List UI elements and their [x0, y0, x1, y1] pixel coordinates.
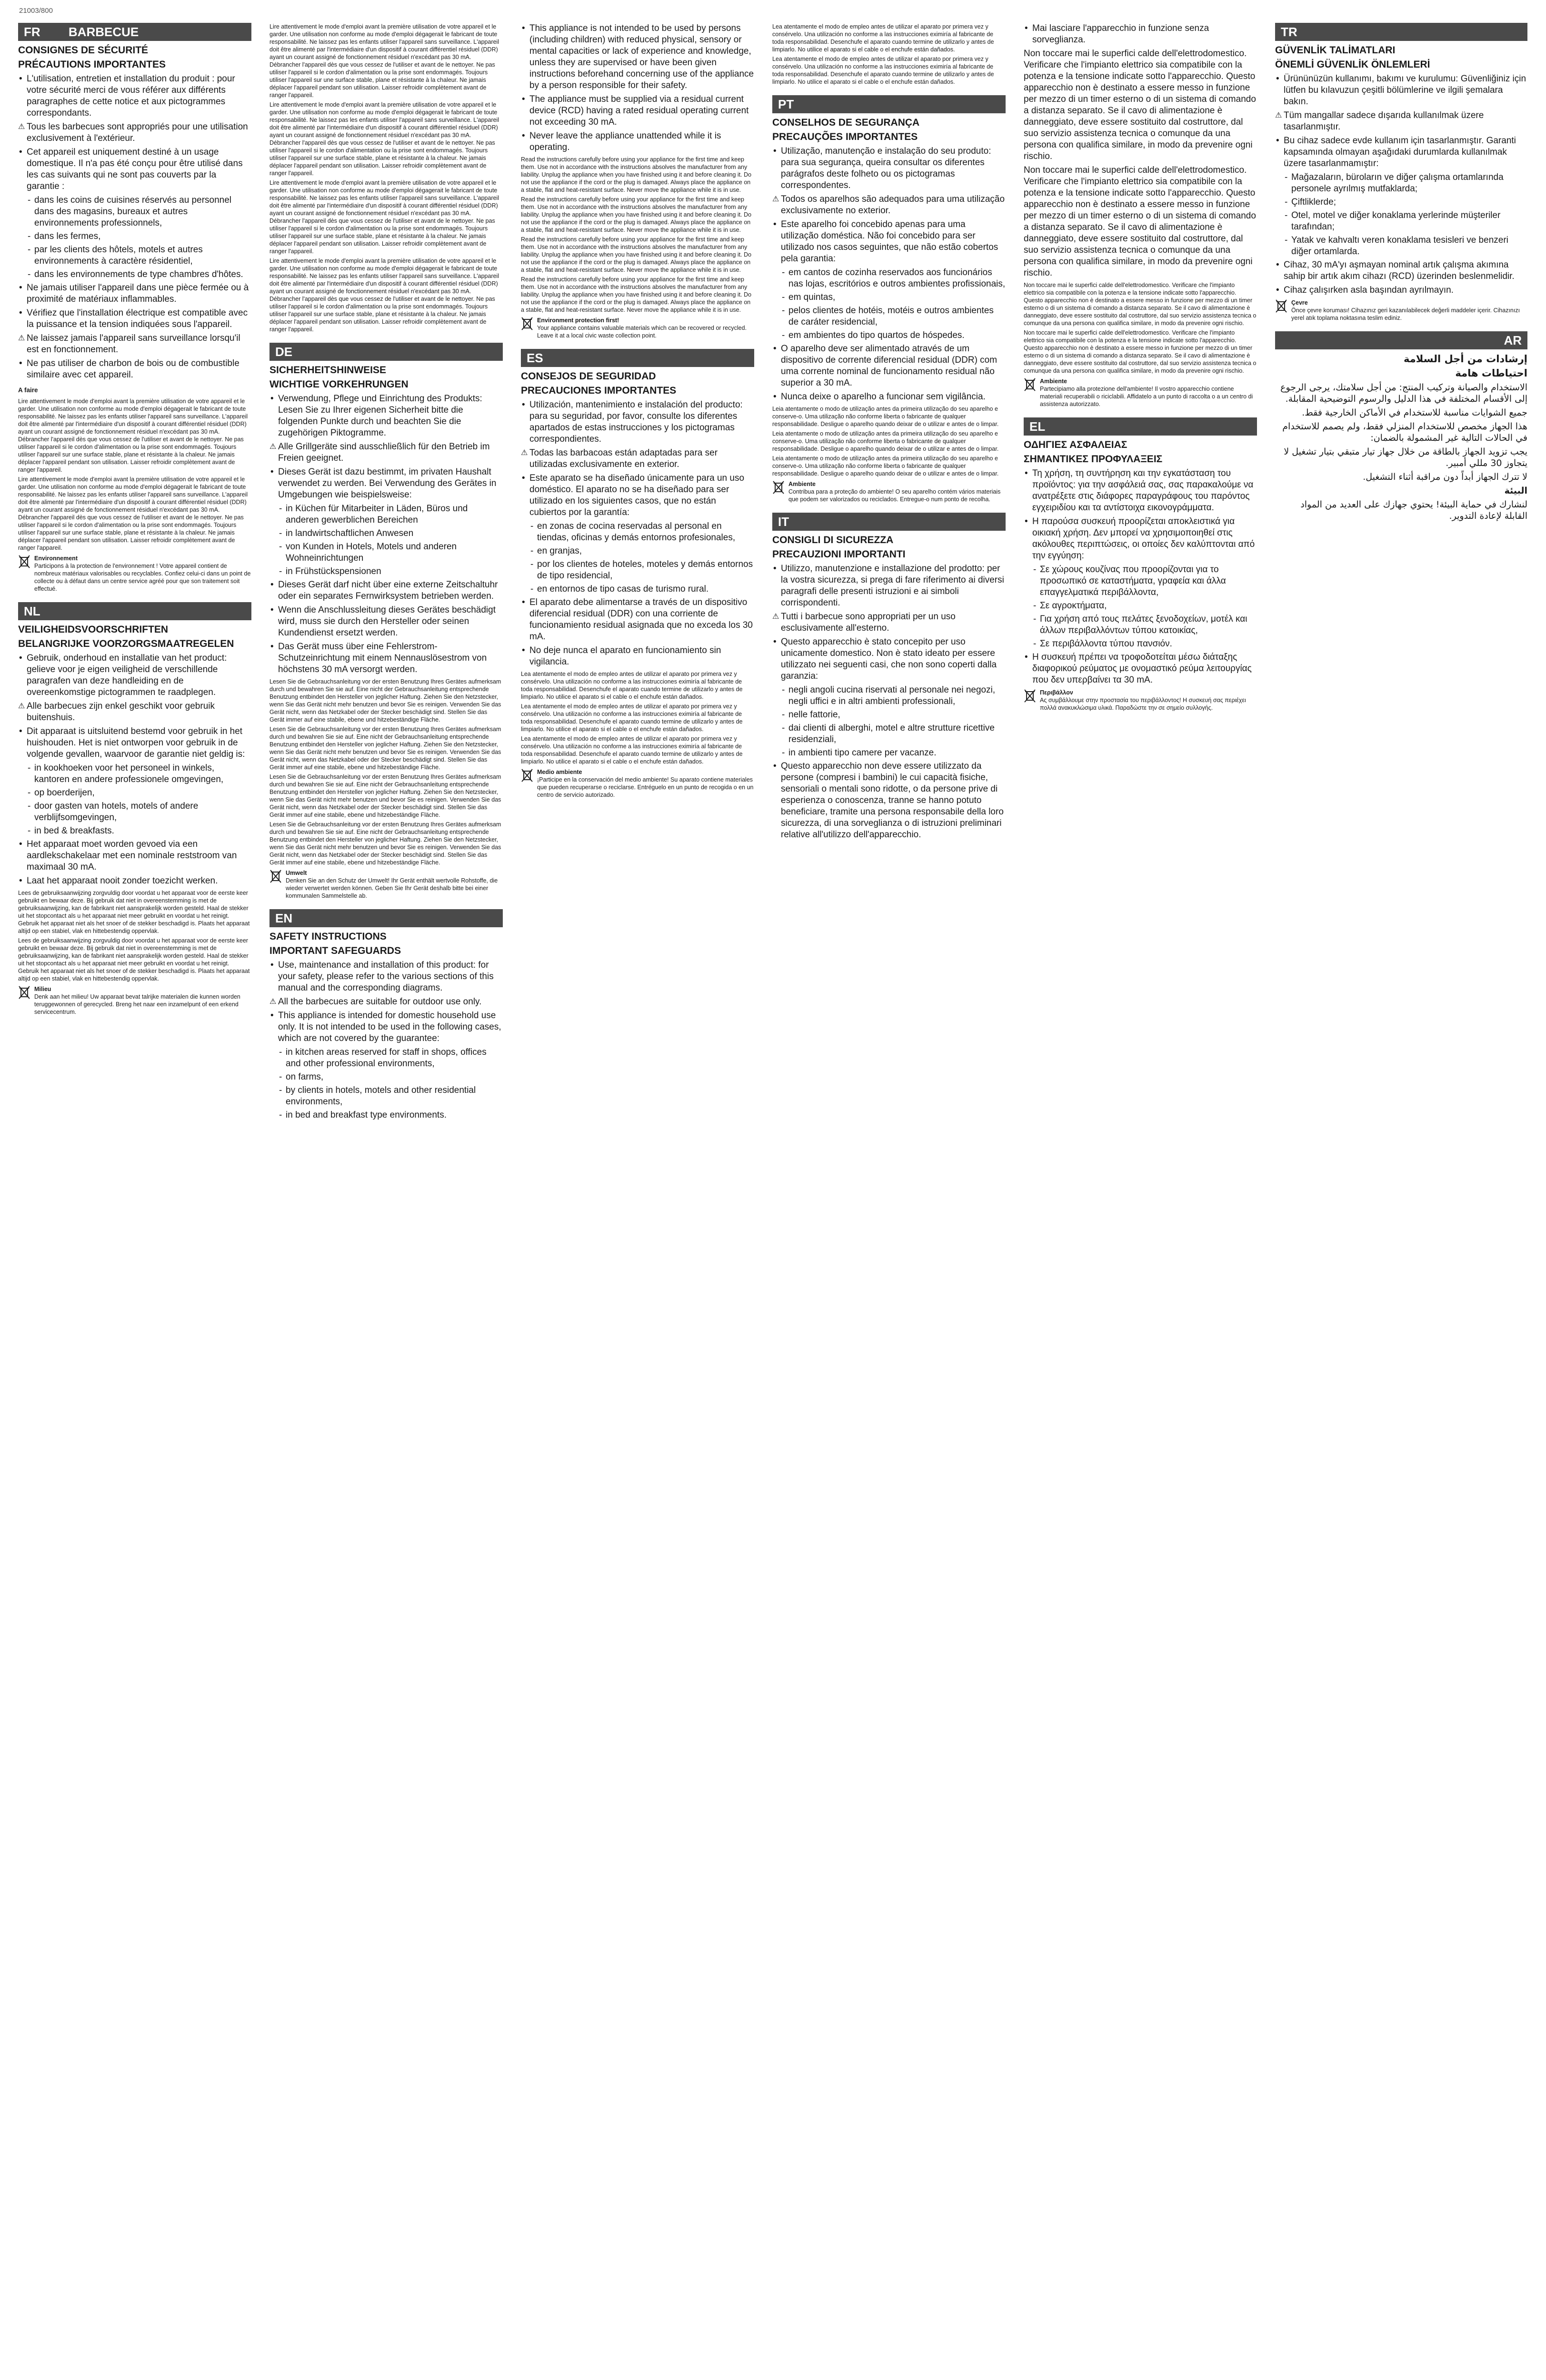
environment-text: Denken Sie an den Schutz der Umwelt! Ihr Gerät enthält wertvolle Rohstoffe, die wieder verwertet werden können. Geben Sie Ihr Gerät deshalb bitte bei einer kommunalen Sammelstelle ab. [286, 877, 498, 899]
environment-text: Contribua para a proteção do ambiente! O seu aparelho contém vários materiais que podem ser valorizados ou reciclados. Entregue-o num ponto de recolha. [788, 488, 1001, 503]
list-item: - par les clients des hôtels, motels et autres environnements à caractère résidentiel, [18, 244, 251, 267]
language-bar-de [269, 343, 503, 361]
list-item: - dans les coins de cuisines réservés au personnel dans des magasins, bureaux et autres environnements professionnels, [18, 195, 251, 229]
body-text: Lea atentamente el modo de empleo antes de utilizar el aparato por primera vez y consérvelo. Una utilización no conforme a las instrucciones eximiría al fabricante de toda responsabilidad. Desenchufe el aparato cuando termine de utilizarlo y antes de limpiarlo. No utilice el aparato si el cable o el enchufe están dañados. [521, 703, 743, 733]
body-text: Lees de gebruiksaanwijzing zorgvuldig door voordat u het apparaat voor de eerste keer gebruikt en bewaar deze. Bij gebruik dat niet in overeenstemming is met de gebruiksaanwijzing, kan de fabrikant niet aansprakelijk worden gesteld. Haal de stekker uit het stopcontact als u het apparaat niet meer gebruikt en voordat u het reinigt. Gebruik het apparaat niet als het snoer of de stekker beschadigd is. Plaats het apparaat altijd op een stabiel, vlak en hittebestendig oppervlak. [18, 937, 250, 982]
section-subtitle: ÖNEMLİ GÜVENLİK ÖNLEMLERİ [1275, 59, 1430, 70]
crossed-bin-icon [1275, 299, 1287, 313]
language-code: TR [1281, 25, 1297, 39]
list-item: - Mağazaların, büroların ve diğer çalışma ortamlarında personele ayrılmış mutfaklarda; [1275, 172, 1527, 195]
language-bar-en [269, 909, 503, 927]
environment-title: البيئة [1504, 486, 1527, 496]
body-text: Lire attentivement le mode d'emploi avant la première utilisation de votre appareil et le garder. Une utilisation non conforme au mode d'emploi dégagerait le fabricant de toute responsabilité. Ne laissez pas les enfants utiliser l'appareil sans surveillance. L'appareil doit être alimenté par l'intermédiaire d'un dispositif à courant différentiel résiduel (DDR) ayant un courant assigné de fonctionnement résiduel n'excédant pas 30 mA. Débrancher l'appareil dès que vous cessez de l'utiliser et avant de le nettoyer. Ne pas utiliser l'appareil si le cordon d'alimentation ou la prise sont endommagés. Toujours utiliser l'appareil sur une surface stable, plane et résistante à la chaleur. Ne jamais déplacer l'appareil pendant son utilisation. Laisser refroidir complètement avant de ranger l'appareil. [269, 23, 499, 99]
list-item: • Nunca deixe o aparelho a funcionar sem vigilância. [772, 391, 1006, 403]
language-code: DE [275, 345, 293, 359]
column-6 [1275, 23, 1527, 2380]
body-text: Lees de gebruiksaanwijzing zorgvuldig door voordat u het apparaat voor de eerste keer gebruikt en bewaar deze. Bij gebruik dat niet in overeenstemming is met de gebruiksaanwijzing, kan de fabrikant niet aansprakelijk worden gesteld. Haal de stekker uit het stopcontact als u het apparaat niet meer gebruikt en voordat u het reinigt. Gebruik het apparaat niet als het snoer of de stekker beschadigd is. Plaats het apparaat altijd op een stabiel, vlak en hittebestendig oppervlak. [18, 890, 250, 934]
list-item: - Yatak ve kahvaltı veren konaklama tesisleri ve benzeri diğer ortamlarda. [1275, 235, 1527, 258]
column-5 [1024, 23, 1257, 2380]
language-bar-tr [1275, 23, 1527, 41]
body-text: Lea atentamente el modo de empleo antes de utilizar el aparato por primera vez y consérvelo. Una utilización no conforme a las instrucciones eximiría al fabricante de toda responsabilidad. Desenchufe el aparato cuando termine de utilizarlo y antes de limpiarlo. No utilice el aparato si el cable o el enchufe están dañados. [772, 56, 994, 85]
environment-notice [1024, 689, 1257, 712]
list-item: ⚠ All the barbecues are suitable for outdoor use only. [269, 996, 503, 1008]
list-item: • Laat het apparaat nooit zonder toezicht werken. [18, 875, 251, 887]
body-text: Lea atentamente el modo de empleo antes de utilizar el aparato por primera vez y consérvelo. Una utilización no conforme a las instrucciones eximiría al fabricante de toda responsabilidad. Desenchufe el aparato cuando termine de utilizarlo y antes de limpiarlo. No utilice el aparato si el cable o el enchufe están dañados. [521, 735, 743, 765]
list-item: - von Kunden in Hotels, Motels und anderen Wohneinrichtungen [269, 541, 503, 564]
crossed-bin-icon [521, 317, 533, 331]
language-bar-el [1024, 417, 1257, 436]
list-item: - em quintas, [772, 292, 1006, 303]
language-bar-it [772, 513, 1006, 531]
column-2 [269, 23, 503, 2380]
body-text: Non toccare mai le superfici calde dell'elettrodomestico. Verificare che l'impianto elettrico sia compatibile con la potenza e la tensione indicate sotto l'apparecchio. Questo apparecchio non è destinato a essere messo in funzione per mezzo di un timer esterno o di un sistema di comando a distanza separato. Se il cavo di alimentazione è danneggiato, deve essere sostituito dal costruttore, dal suo servizio assistenza tecnica o comunque da una persona con qualifica similare, in modo da prevenire ogni rischio. [1024, 165, 1256, 278]
list-item: - by clients in hotels, motels and other residential environments, [269, 1085, 503, 1108]
list-item: - pelos clientes de hotéis, motéis e outros ambientes de caráter residencial, [772, 305, 1006, 328]
list-item: • Het apparaat moet worden gevoed via een aardlekschakelaar met een nominale reststroom van maximaal 30 mA. [18, 839, 251, 873]
list-item: - on farms, [269, 1071, 503, 1083]
list-item: - in bed and breakfast type environments. [269, 1110, 503, 1121]
list-item: - in Küchen für Mitarbeiter in Läden, Büros und anderen gewerblichen Bereichen [269, 503, 503, 526]
environment-title: Environnement [34, 555, 78, 562]
list-item: ⚠ Tüm mangallar sadece dışarıda kullanılmak üzere tasarlanmıştır. [1275, 110, 1527, 133]
list-item: - Για χρήση από τους πελάτες ξενοδοχείων, μοτέλ και άλλων περιβαλλόντων τύπου κατοικίας, [1024, 614, 1257, 636]
list-item: • Bu cihaz sadece evde kullanım için tasarlanmıştır. Garanti kapsamında olmayan aşağıdaki durumlarda kullanılmak üzere tasarlanmamıştır: [1275, 135, 1527, 169]
list-item: ⚠ Alle Grillgeräte sind ausschließlich für den Betrieb im Freien geeignet. [269, 441, 503, 464]
body-text: Lesen Sie die Gebrauchsanleitung vor der ersten Benutzung Ihres Gerätes aufmerksam durch und bewahren Sie sie auf. Eine nicht der Gebrauchsanleitung entsprechende Benutzung entbindet den Hersteller von jeglicher Haftung. Ziehen Sie den Netzstecker, wenn Sie das Gerät nicht mehr benutzen und bevor Sie es reinigen. Verwenden Sie das Gerät nicht, wenn das Netzkabel oder der Stecker beschädigt sind. Stellen Sie das Gerät immer auf eine stabile, ebene und hitzebeständige Fläche. [269, 726, 501, 771]
section-title: إرشادات من أجل السلامة [1404, 353, 1527, 365]
environment-notice [18, 985, 251, 1016]
list-item: • Use, maintenance and installation of this product: for your safety, please refer to the various sections of this manual and the corresponding diagrams. [269, 960, 503, 994]
list-item: - Σε αγροκτήματα, [1024, 600, 1257, 612]
language-bar-pt [772, 95, 1006, 113]
environment-text: Ας συμβάλλουμε στην προστασία του περιβάλλοντος! Η συσκευή σας περιέχει πολλά ανακυκλώσιμα υλικά. Παραδώστε την σε σημείο συλλογής. [1040, 697, 1246, 711]
product-title: BARBECUE [68, 25, 139, 39]
list-item: - dans les environnements de type chambres d'hôtes. [18, 269, 251, 280]
environment-title: Περιβάλλον [1040, 689, 1073, 696]
section-subtitle: ΣΗΜΑΝΤΙΚΕΣ ΠΡΟΦΥΛΑΞΕΙΣ [1024, 454, 1163, 465]
list-item: • Questo apparecchio non deve essere utilizzato da persone (compresi i bambini) le cui capacità fisiche, sensoriali o mentali sono ridotte, o da persone prive di esperienza o conoscenza, tranne se hanno potuto beneficiare, tramite una persona responsabile della loro sicurezza, di una sorveglianza o di istruzioni preliminari relative all'utilizzo dell'apparecchio. [772, 761, 1006, 841]
environment-title: Ambiente [1040, 378, 1067, 385]
language-code: PT [778, 97, 794, 111]
body-text: Read the instructions carefully before using your appliance for the first time and keep them. Use not in accordance with the instructions absolves the manufacturer from any liability. Unplug the appliance when you have finished using it and before cleaning it. Do not use the appliance if the cord or the plug is damaged. Always place the appliance on a stable, flat and heat-resistant surface. Never move the appliance while it is in use. [521, 236, 752, 273]
environment-title: Ambiente [788, 481, 816, 487]
language-bar-fr [18, 23, 251, 41]
list-item: - dai clienti di alberghi, motel e altre strutture ricettive residenziali, [772, 723, 1006, 745]
section-subtitle: PRECAUCIONES IMPORTANTES [521, 385, 677, 396]
language-code: EN [275, 911, 293, 925]
crossed-bin-icon [269, 869, 282, 883]
list-item: - por los clientes de hoteles, moteles y demás entornos de tipo residencial, [521, 559, 754, 582]
body-text: Non toccare mai le superfici calde dell'elettrodomestico. Verificare che l'impianto elettrico sia compatibile con la potenza e la tensione indicate sotto l'apparecchio. Questo apparecchio non è destinato a essere messo in funzione per mezzo di un timer esterno o di un sistema di comando a distanza separato. Se il cavo di alimentazione è danneggiato, deve essere sostituito dal costruttore, dal suo servizio assistenza tecnica o comunque da una persona con qualifica similare, in modo da prevenire ogni rischio. [1024, 329, 1257, 374]
language-bar-ar [1275, 331, 1527, 349]
environment-text: Participons à la protection de l'environnement ! Votre appareil contient de nombreux matériaux valorisables ou recyclables. Confiez celui-ci dans un point de collecte ou à défaut dans un centre service agréé pour que son traitement soit effectué. [34, 563, 251, 592]
list-item: ⚠ Alle barbecues zijn enkel geschikt voor gebruik buitenshuis. [18, 701, 251, 724]
body-text: Lire attentivement le mode d'emploi avant la première utilisation de votre appareil et le garder. Une utilisation non conforme au mode d'emploi dégagerait le fabricant de toute responsabilité. Ne laissez pas les enfants utiliser l'appareil sans surveillance. L'appareil doit être alimenté par l'intermédiaire d'un dispositif à courant différentiel résiduel (DDR) ayant un courant assigné de fonctionnement résiduel n'excédant pas 30 mA. Débrancher l'appareil dès que vous cessez de l'utiliser et avant de le nettoyer. Ne pas utiliser l'appareil si le cordon d'alimentation ou la prise sont endommagés. Toujours utiliser l'appareil sur une surface stable, plane et résistante à la chaleur. Ne jamais déplacer l'appareil pendant son utilisation. Laisser refroidir complètement avant de ranger l'appareil. [269, 179, 499, 255]
section-subtitle: احتياطات هامة [1455, 367, 1527, 379]
section-title: ΟΔΗΓΙΕΣ ΑΣΦΑΛΕΙΑΣ [1024, 439, 1127, 450]
list-item: • Cet appareil est uniquement destiné à un usage domestique. Il n'a pas été conçu pour être utilisé dans les cas suivants qui ne sont pas couverts par la garantie : [18, 147, 251, 192]
list-item: • Utilização, manutenção e instalação do seu produto: para sua segurança, queira consultar os diferentes parágrafos deste folheto ou os pictogramas correspondentes. [772, 146, 1006, 191]
language-code: NL [24, 604, 40, 618]
list-item: - in kookhoeken voor het personeel in winkels, kantoren en andere professionele omgevingen, [18, 763, 251, 785]
list-item: • Dit apparaat is uitsluitend bestemd voor gebruik in het huishouden. Het is niet ontworpen voor gebruik in de volgende gevallen, waarvoor de garantie niet geldig is: [18, 726, 251, 760]
body-text: Lire attentivement le mode d'emploi avant la première utilisation de votre appareil et le garder. Une utilisation non conforme au mode d'emploi dégagerait le fabricant de toute responsabilité. Ne laissez pas les enfants utiliser l'appareil sans surveillance. L'appareil doit être alimenté par l'intermédiaire d'un dispositif à courant différentiel résiduel (DDR) ayant un courant assigné de fonctionnement résiduel n'excédant pas 30 mA. Débrancher l'appareil dès que vous cessez de l'utiliser et avant de le nettoyer. Ne pas utiliser l'appareil si le cordon d'alimentation ou la prise sont endommagés. Toujours utiliser l'appareil sur une surface stable, plane et résistante à la chaleur. Ne jamais déplacer l'appareil pendant son utilisation. Laisser refroidir complètement avant de ranger l'appareil. [18, 476, 248, 551]
language-code: FR [24, 25, 40, 39]
list-item: - Σε περιβάλλοντα τύπου πανσιόν. [1024, 638, 1257, 650]
list-item: • Ne pas utiliser de charbon de bois ou de combustible similaire avec cet appareil. [18, 358, 251, 381]
list-item: • L'utilisation, entretien et installation du produit : pour votre sécurité merci de vous référer aux différents paragraphes de cette notice et aux pictogrammes correspondants. [18, 73, 251, 119]
list-item: • Vérifiez que l'installation électrique est compatible avec la puissance et la tension indiquées sous l'appareil. [18, 307, 251, 330]
crossed-bin-icon [18, 555, 30, 569]
section-title: CONSIGLI DI SICUREZZA [772, 535, 894, 545]
body-text: Lire attentivement le mode d'emploi avant la première utilisation de votre appareil et le garder. Une utilisation non conforme au mode d'emploi dégagerait le fabricant de toute responsabilité. Ne laissez pas les enfants utiliser l'appareil sans surveillance. L'appareil doit être alimenté par l'intermédiaire d'un dispositif à courant différentiel résiduel (DDR) ayant un courant assigné de fonctionnement résiduel n'excédant pas 30 mA. Débrancher l'appareil dès que vous cessez de l'utiliser et avant de le nettoyer. Ne pas utiliser l'appareil si le cordon d'alimentation ou la prise sont endommagés. Toujours utiliser l'appareil sur une surface stable, plane et résistante à la chaleur. Ne jamais déplacer l'appareil pendant son utilisation. Laisser refroidir complètement avant de ranger l'appareil. [18, 398, 248, 473]
environment-notice [1275, 299, 1527, 322]
list-item: • Das Gerät muss über eine Fehlerstrom-Schutzeinrichtung mit einem Nennauslösestrom von höchstens 30 mA versorgt werden. [269, 641, 503, 675]
environment-text: Your appliance contains valuable materials which can be recovered or recycled. Leave it at a local civic waste collection point. [537, 325, 747, 339]
environment-notice [1024, 377, 1257, 408]
list-item: • Utilizzo, manutenzione e installazione del prodotto: per la vostra sicurezza, si prega di fare riferimento ai diversi paragrafi delle presenti istruzioni e ai simboli corrispondenti. [772, 563, 1006, 609]
list-item: يجب تزويد الجهاز بالطاقة من خلال جهاز تيار متبقي بتيار تشغيل لا يتجاوز 30 مللي أمبير. [1284, 446, 1527, 468]
list-item: • El aparato debe alimentarse a través de un dispositivo diferencial residual (DDR) con una corriente de funcionamiento residual asignada que no exceda los 30 mA. [521, 597, 754, 643]
list-item: - door gasten van hotels, motels of andere verblijfsomgevingen, [18, 801, 251, 823]
body-text: Read the instructions carefully before using your appliance for the first time and keep them. Use not in accordance with the instructions absolves the manufacturer from any liability. Unplug the appliance when you have finished using it and before cleaning it. Do not use the appliance if the cord or the plug is damaged. Always place the appliance on a stable, flat and heat-resistant surface. Never move the appliance while it is in use. [521, 156, 752, 193]
body-text: Lire attentivement le mode d'emploi avant la première utilisation de votre appareil et le garder. Une utilisation non conforme au mode d'emploi dégagerait le fabricant de toute responsabilité. Ne laissez pas les enfants utiliser l'appareil sans surveillance. L'appareil doit être alimenté par l'intermédiaire d'un dispositif à courant différentiel résiduel (DDR) ayant un courant assigné de fonctionnement résiduel n'excédant pas 30 mA. Débrancher l'appareil dès que vous cessez de l'utiliser et avant de le nettoyer. Ne pas utiliser l'appareil si le cordon d'alimentation ou la prise sont endommagés. Toujours utiliser l'appareil sur une surface stable, plane et résistante à la chaleur. Ne jamais déplacer l'appareil pendant son utilisation. Laisser refroidir complètement avant de ranger l'appareil. [269, 258, 499, 333]
section-title: CONSELHOS DE SEGURANÇA [772, 117, 920, 128]
language-code: IT [778, 515, 789, 529]
section-subtitle: PRECAUÇÕES IMPORTANTES [772, 131, 918, 142]
list-item: جميع الشوايات مناسبة للاستخدام في الأماكن الخارجية فقط. [1302, 407, 1527, 418]
section-title: GÜVENLİK TALİMATLARI [1275, 45, 1396, 56]
section-title: SICHERHEITSHINWEISE [269, 365, 387, 376]
body-text: Non toccare mai le superfici calde dell'elettrodomestico. Verificare che l'impianto elettrico sia compatibile con la potenza e la tensione indicate sotto l'apparecchio. Questo apparecchio non è destinato a essere messo in funzione per mezzo di un timer esterno o di un sistema di comando a distanza separato. Se il cavo di alimentazione è danneggiato, deve essere sostituito dal costruttore, dal suo servizio assistenza tecnica o comunque da una persona con qualifica similare, in modo da prevenire ogni rischio. [1024, 49, 1256, 161]
environment-title: Umwelt [286, 870, 307, 876]
list-item: • Cihaz, 30 mA'yı aşmayan nominal artık çalışma akımına sahip bir artık akım cihazı (RCD) üzerinden beslenmelidir. [1275, 259, 1527, 282]
list-item: - en entornos de tipo casas de turismo rural. [521, 584, 754, 595]
list-item: هذا الجهاز مخصص للاستخدام المنزلي فقط، ولم يصمم للاستخدام في الحالات التالية غير المشمولة بالضمان: [1282, 421, 1527, 443]
section-subtitle: PRÉCAUTIONS IMPORTANTES [18, 59, 166, 70]
list-item: - en granjas, [521, 545, 754, 557]
environment-text: ¡Participe en la conservación del medio ambiente! Su aparato contiene materiales que pueden recuperarse o reciclarse. Entréguelo en un punto de recogida o en un centro de servicio autorizado. [537, 776, 754, 798]
list-item: - Çiftliklerde; [1275, 197, 1527, 208]
subsection-title: A faire [18, 387, 38, 394]
environment-notice [18, 555, 251, 593]
section-subtitle: BELANGRIJKE VOORZORGSMAATREGELEN [18, 638, 234, 649]
body-text: Non toccare mai le superfici calde dell'elettrodomestico. Verificare che l'impianto elettrico sia compatibile con la potenza e la tensione indicate sotto l'apparecchio. Questo apparecchio non è destinato a essere messo in funzione per mezzo di un timer esterno o di un sistema di comando a distanza separato. Se il cavo di alimentazione è danneggiato, deve essere sostituito dal costruttore, dal suo servizio assistenza tecnica o comunque da una persona con qualifica similare, in modo da prevenire ogni rischio. [1024, 282, 1257, 327]
environment-notice [772, 480, 1006, 503]
environment-title: Milieu [34, 986, 51, 992]
body-text: Lea atentamente el modo de empleo antes de utilizar el aparato por primera vez y consérvelo. Una utilización no conforme a las instrucciones eximiría al fabricante de toda responsabilidad. Desenchufe el aparato cuando termine de utilizarlo y antes de limpiarlo. No utilice el aparato si el cable o el enchufe están dañados. [521, 671, 743, 700]
environment-notice [521, 317, 754, 339]
list-item: ⚠ Ne laissez jamais l'appareil sans surveillance lorsqu'il est en fonctionnement. [18, 333, 251, 356]
list-item: • Dieses Gerät ist dazu bestimmt, im privaten Haushalt verwendet zu werden. Bei Verwendung des Gerätes in Umgebungen wie beispielsweise: [269, 466, 503, 501]
list-item: - em ambientes do tipo quartos de hóspedes. [772, 330, 1006, 341]
language-bar-es [521, 349, 754, 367]
list-item: ⚠ Todas las barbacoas están adaptadas para ser utilizadas exclusivamente en exterior. [521, 447, 754, 470]
body-text: Lesen Sie die Gebrauchsanleitung vor der ersten Benutzung Ihres Gerätes aufmerksam durch und bewahren Sie sie auf. Eine nicht der Gebrauchsanleitung entsprechende Benutzung entbindet den Hersteller von jeglicher Haftung. Ziehen Sie den Netzstecker, wenn Sie das Gerät nicht mehr benutzen und bevor Sie es reinigen. Verwenden Sie das Gerät nicht, wenn das Netzkabel oder der Stecker beschädigt sind. Stellen Sie das Gerät immer auf eine stabile, ebene und hitzebeständige Fläche. [269, 774, 501, 818]
list-item: - negli angoli cucina riservati al personale nei negozi, negli uffici e in altri ambienti professionali, [772, 684, 1006, 707]
list-item: - dans les fermes, [18, 231, 251, 242]
list-item: لا تترك الجهاز أبداً دون مراقبة أثناء التشغيل. [1363, 472, 1527, 482]
crossed-bin-icon [18, 985, 30, 1000]
environment-text: لنشارك في حماية البيئة! يحتوي جهازك على العديد من المواد القابلة لإعادة التدوير. [1300, 499, 1527, 521]
list-item: • Ne jamais utiliser l'appareil dans une pièce fermée ou à proximité de matériaux inflammables. [18, 282, 251, 305]
list-item: • Gebruik, onderhoud en installatie van het product: gelieve voor je eigen veiligheid de verschillende paragrafen van deze handleiding en de overeenkomstige pictogrammen te raadplegen. [18, 653, 251, 698]
list-item: • This appliance is intended for domestic household use only. It is not intended to be used in the following cases, which are not covered by the guarantee: [269, 1010, 503, 1044]
list-item: • Este aparato se ha diseñado únicamente para un uso doméstico. El aparato no se ha diseñado para ser utilizado en los siguientes casos, que no están cubiertos por la garantía: [521, 473, 754, 518]
list-item: الاستخدام والصيانة وتركيب المنتج: من أجل سلامتك، يرجى الرجوع إلى الأقسام المختلفة في هذا الدليل والرسوم التوضيحية المقابلة. [1280, 382, 1527, 404]
list-item: • Never leave the appliance unattended while it is operating. [521, 130, 754, 153]
list-item: ⚠ Tous les barbecues sont appropriés pour une utilisation exclusivement à l'extérieur. [18, 121, 251, 144]
column-3 [521, 23, 754, 2380]
list-item: - en zonas de cocina reservadas al personal en tiendas, oficinas y demás entornos profesionales, [521, 521, 754, 544]
body-text: Lesen Sie die Gebrauchsanleitung vor der ersten Benutzung Ihres Gerätes aufmerksam durch und bewahren Sie sie auf. Eine nicht der Gebrauchsanleitung entsprechende Benutzung entbindet den Hersteller von jeglicher Haftung. Ziehen Sie den Netzstecker, wenn Sie das Gerät nicht mehr benutzen und bevor Sie es reinigen. Verwenden Sie das Gerät nicht, wenn das Netzkabel oder der Stecker beschädigt sind. Stellen Sie das Gerät immer auf eine stabile, ebene und hitzebeständige Fläche. [269, 678, 501, 723]
section-subtitle: WICHTIGE VORKEHRUNGEN [269, 379, 409, 390]
list-item: - op boerderijen, [18, 787, 251, 799]
list-item: ⚠ Tutti i barbecue sono appropriati per un uso esclusivamente all'esterno. [772, 611, 1006, 634]
section-subtitle: IMPORTANT SAFEGUARDS [269, 945, 401, 956]
body-text: Leia atentamente o modo de utilização antes da primeira utilização do seu aparelho e conserve-o. Uma utilização não conforme liberta o fabricante de qualquer responsabilidade. Desligue o aparelho quando deixar de o utilizar e antes de o limpar. [772, 406, 999, 427]
list-item: • Questo apparecchio è stato concepito per uso unicamente domestico. Non è stato ideato per essere utilizzato nei seguenti casi, che non sono coperti dalla garanzia: [772, 636, 1006, 682]
body-text: Lesen Sie die Gebrauchsanleitung vor der ersten Benutzung Ihres Gerätes aufmerksam durch und bewahren Sie sie auf. Eine nicht der Gebrauchsanleitung entsprechende Benutzung entbindet den Hersteller von jeglicher Haftung. Ziehen Sie den Netzstecker, wenn Sie das Gerät nicht mehr benutzen und bevor Sie es reinigen. Verwenden Sie das Gerät nicht, wenn das Netzkabel oder der Stecker beschädigt sind. Stellen Sie das Gerät immer auf eine stabile, ebene und hitzebeständige Fläche. [269, 821, 501, 866]
list-item: • The appliance must be supplied via a residual current device (RCD) having a rated residual operating current not exceeding 30 mA. [521, 94, 754, 128]
list-item: • Este aparelho foi concebido apenas para uma utilização doméstica. Não foi concebido para ser utilizado nos casos seguintes, que não estão cobertos pela garantia: [772, 219, 1006, 265]
body-text: Lea atentamente el modo de empleo antes de utilizar el aparato por primera vez y consérvelo. Una utilización no conforme a las instrucciones eximiría al fabricante de toda responsabilidad. Desenchufe el aparato cuando termine de utilizarlo y antes de limpiarlo. No utilice el aparato si el cable o el enchufe están dañados. [772, 23, 994, 53]
list-item: • No deje nunca el aparato en funcionamiento sin vigilancia. [521, 645, 754, 668]
column-4 [772, 23, 1006, 2380]
environment-title: Medio ambiente [537, 769, 582, 775]
list-item: - Otel, motel ve diğer konaklama yerlerinde müşteriler tarafından; [1275, 210, 1527, 233]
section-subtitle: PRECAUZIONI IMPORTANTI [772, 549, 906, 560]
list-item: - in landwirtschaftlichen Anwesen [269, 528, 503, 539]
environment-text: Denk aan het milieu! Uw apparaat bevat talrijke materialen die kunnen worden teruggewonnen of gerecycled. Breng het naar een inzamelpunt of een erkend servicecentrum. [34, 993, 240, 1015]
environment-text: Partecipiamo alla protezione dell'ambiente! Il vostro apparecchio contiene materiali recuperabili o riciclabili. Affidatelo a un punto di raccolta o a un centro di assistenza autorizzato. [1040, 386, 1253, 407]
list-item: - em cantos de cozinha reservados aos funcionários nas lojas, escritórios e outros ambientes profissionais, [772, 267, 1006, 290]
crossed-bin-icon [1024, 689, 1036, 703]
list-item: • Mai lasciare l'apparecchio in funzione senza sorveglianza. [1024, 23, 1257, 46]
list-item: • Verwendung, Pflege und Einrichtung des Produkts: Lesen Sie zu Ihrer eigenen Sicherheit bitte die folgenden Punkte durch und beachten Sie die zugehörigen Piktogramme. [269, 393, 503, 439]
section-title: CONSEJOS DE SEGURIDAD [521, 371, 656, 382]
crossed-bin-icon [772, 480, 785, 495]
section-title: VEILIGHEIDSVOORSCHRIFTEN [18, 624, 169, 635]
section-title: CONSIGNES DE SÉCURITÉ [18, 45, 149, 56]
environment-notice [269, 869, 503, 900]
body-text: Leia atentamente o modo de utilização antes da primeira utilização do seu aparelho e conserve-o. Uma utilização não conforme liberta o fabricante de qualquer responsabilidade. Desligue o aparelho quando deixar de o utilizar e antes de o limpar. [772, 455, 999, 477]
language-bar-nl [18, 602, 251, 620]
environment-notice [521, 768, 754, 799]
list-item: • Η παρούσα συσκευή προορίζεται αποκλειστικά για οικιακή χρήση. Δεν μπορεί να χρησιμοποιηθεί στις ακόλουθες περιπτώσεις, οι οποίες δεν καλύπτονται από την εγγύηση: [1024, 516, 1257, 562]
list-item: • Τη χρήση, τη συντήρηση και την εγκατάσταση του προϊόντος: για την ασφάλειά σας, σας παρακαλούμε να ανατρέξετε στις διάφορες παραγράφους του παρόντος εγχειριδίου και τα αντίστοιχα εικονογράμματα. [1024, 468, 1257, 514]
section-title: SAFETY INSTRUCTIONS [269, 931, 387, 942]
list-item: • Cihaz çalışırken asla başından ayrılmayın. [1275, 285, 1527, 296]
list-item: - nelle fattorie, [772, 709, 1006, 721]
list-item: - Σε χώρους κουζίνας που προορίζονται για το προσωπικό σε καταστήματα, γραφεία και άλλα επαγγελματικά περιβάλλοντα, [1024, 564, 1257, 598]
list-item: - in ambienti tipo camere per vacanze. [772, 747, 1006, 759]
column-1 [18, 23, 251, 2380]
list-item: • Wenn die Anschlussleitung dieses Gerätes beschädigt wird, muss sie durch den Hersteller oder seinen Kundendienst ersetzt werden. [269, 605, 503, 639]
crossed-bin-icon [521, 768, 533, 783]
environment-title: Environment protection first! [537, 317, 619, 324]
list-item: • Η συσκευή πρέπει να τροφοδοτείται μέσω διάταξης διαφορικού ρεύματος με ονομαστικό ρεύμα λειτουργίας που δεν υπερβαίνει τα 30 mA. [1024, 652, 1257, 686]
body-text: Read the instructions carefully before using your appliance for the first time and keep them. Use not in accordance with the instructions absolves the manufacturer from any liability. Unplug the appliance when you have finished using it and before cleaning it. Do not use the appliance if the cord or the plug is damaged. Always place the appliance on a stable, flat and heat-resistant surface. Never move the appliance while it is in use. [521, 196, 752, 233]
language-code: AR [1504, 333, 1522, 347]
list-item: • This appliance is not intended to be used by persons (including children) with reduced physical, sensory or mental capacities or lack of experience and knowledge, unless they are supervised or have been given instructions beforehand concerning use of the appliance by a person responsible for their safety. [521, 23, 754, 91]
list-item: - in Frühstückspensionen [269, 566, 503, 577]
list-item: • Ürününüzün kullanımı, bakımı ve kurulumu: Güvenliğiniz için lütfen bu kılavuzun çeşitli bölümlerine ve ilgili şemalara bakın. [1275, 73, 1527, 108]
environment-title: Çevre [1291, 299, 1308, 306]
list-item: - in bed & breakfasts. [18, 825, 251, 837]
list-item: ⚠ Todos os aparelhos são adequados para uma utilização exclusivamente no exterior. [772, 194, 1006, 217]
list-item: - in kitchen areas reserved for staff in shops, offices and other professional environments, [269, 1047, 503, 1070]
language-code: ES [527, 351, 543, 365]
language-code: EL [1029, 419, 1046, 434]
environment-text: Önce çevre koruması! Cihazınız geri kazanılabilecek değerli maddeler içerir. Cihazınızı yerel atık toplama noktasına teslim ediniz. [1291, 307, 1520, 321]
list-item: • O aparelho deve ser alimentado através de um dispositivo de corrente diferencial residual (DDR) com uma corrente nominal de funcionamento residual não superior a 30 mA. [772, 343, 1006, 389]
body-text: Read the instructions carefully before using your appliance for the first time and keep them. Use not in accordance with the instructions absolves the manufacturer from any liability. Unplug the appliance when you have finished using it and before cleaning it. Do not use the appliance if the cord or the plug is damaged. Always place the appliance on a stable, flat and heat-resistant surface. Never move the appliance while it is in use. [521, 276, 752, 313]
page-header [0, 0, 1546, 21]
list-item: • Dieses Gerät darf nicht über eine externe Zeitschaltuhr oder ein separates Fernwirksystem betrieben werden. [269, 579, 503, 602]
document-code: 21003/800 [19, 7, 53, 15]
body-text: Leia atentamente o modo de utilização antes da primeira utilização do seu aparelho e conserve-o. Uma utilização não conforme liberta o fabricante de qualquer responsabilidade. Desligue o aparelho quando deixar de o utilizar e antes de o limpar. [772, 430, 999, 452]
list-item: • Utilización, mantenimiento e instalación del producto: para su seguridad, por favor, consulte los diferentes apartados de estas instrucciones y los pictogramas correspondientes. [521, 399, 754, 445]
body-text: Lire attentivement le mode d'emploi avant la première utilisation de votre appareil et le garder. Une utilisation non conforme au mode d'emploi dégagerait le fabricant de toute responsabilité. Ne laissez pas les enfants utiliser l'appareil sans surveillance. L'appareil doit être alimenté par l'intermédiaire d'un dispositif à courant différentiel résiduel (DDR) ayant un courant assigné de fonctionnement résiduel n'excédant pas 30 mA. Débrancher l'appareil dès que vous cessez de l'utiliser et avant de le nettoyer. Ne pas utiliser l'appareil si le cordon d'alimentation ou la prise sont endommagés. Toujours utiliser l'appareil sur une surface stable, plane et résistante à la chaleur. Ne jamais déplacer l'appareil pendant son utilisation. Laisser refroidir complètement avant de ranger l'appareil. [269, 101, 499, 177]
crossed-bin-icon [1024, 377, 1036, 392]
